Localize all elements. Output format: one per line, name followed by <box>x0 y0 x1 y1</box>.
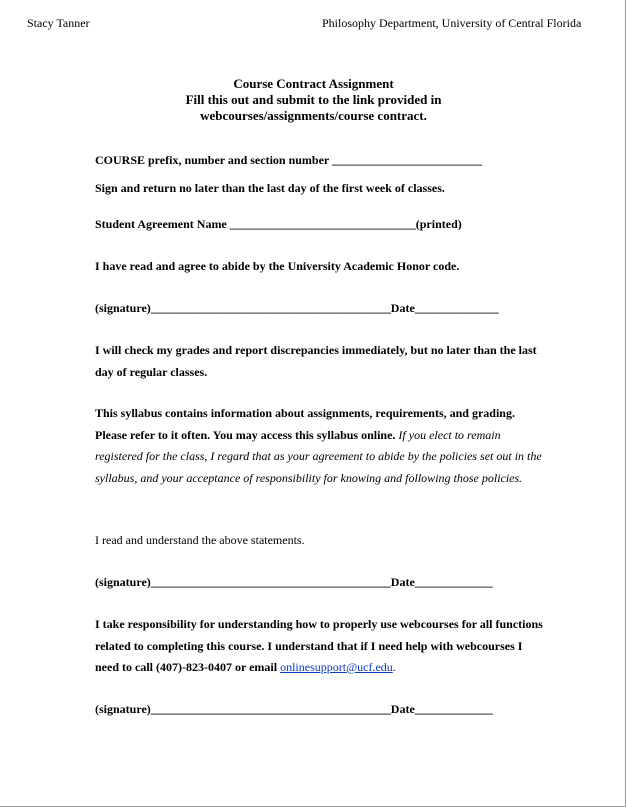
signature-line-2: (signature)________________________________________Date_____________ <box>95 575 493 589</box>
webcourses-text: I take responsibility for understanding how to properly use webcourses for all functions related to completing this course. I understand that if I need help with webcourses I need to call (407)-823-0407 or email <box>95 617 543 674</box>
title-line-2: Fill this out and submit to the link provided in <box>185 92 442 107</box>
signature-line-3: (signature)________________________________________Date_____________ <box>95 702 493 716</box>
course-line: COURSE prefix, number and section number _________________________ <box>95 153 483 167</box>
syllabus-statement <box>95 403 545 489</box>
webcourses-statement <box>95 614 545 679</box>
grades-statement: I will check my grades and report discrepancies immediately, but no later than the last day of regular classes. <box>95 343 537 379</box>
header-department: Philosophy Department, University of Central Florida <box>322 16 582 30</box>
support-email-link[interactable]: onlinesupport@ucf.edu <box>280 660 393 674</box>
student-agreement-name-line: Student Agreement Name _______________________________(printed) <box>95 217 462 231</box>
header-author: Stacy Tanner <box>27 16 90 30</box>
webcourses-tail: . <box>392 660 396 674</box>
title-line-1: Course Contract Assignment <box>233 76 394 91</box>
signature-line-1: (signature)________________________________________Date______________ <box>95 301 499 315</box>
understand-statement: I read and understand the above statements. <box>95 533 305 547</box>
document-title <box>0 76 627 124</box>
syllabus-bold-text: This syllabus contains information about assignments, requirements, and grading. Please refer to it often. You may access this syllabus online. <box>95 406 515 442</box>
syllabus-italic-text: If you elect to remain registered for the class, I regard that as your agreement to abide by the policies set out in the syllabus, and your acceptance of responsibility for knowing and following those policies. <box>95 427 542 485</box>
sign-return-instruction: Sign and return no later than the last day of the first week of classes. <box>95 181 445 195</box>
honor-code-statement: I have read and agree to abide by the University Academic Honor code. <box>95 259 460 273</box>
title-line-3: webcourses/assignments/course contract. <box>200 108 427 123</box>
